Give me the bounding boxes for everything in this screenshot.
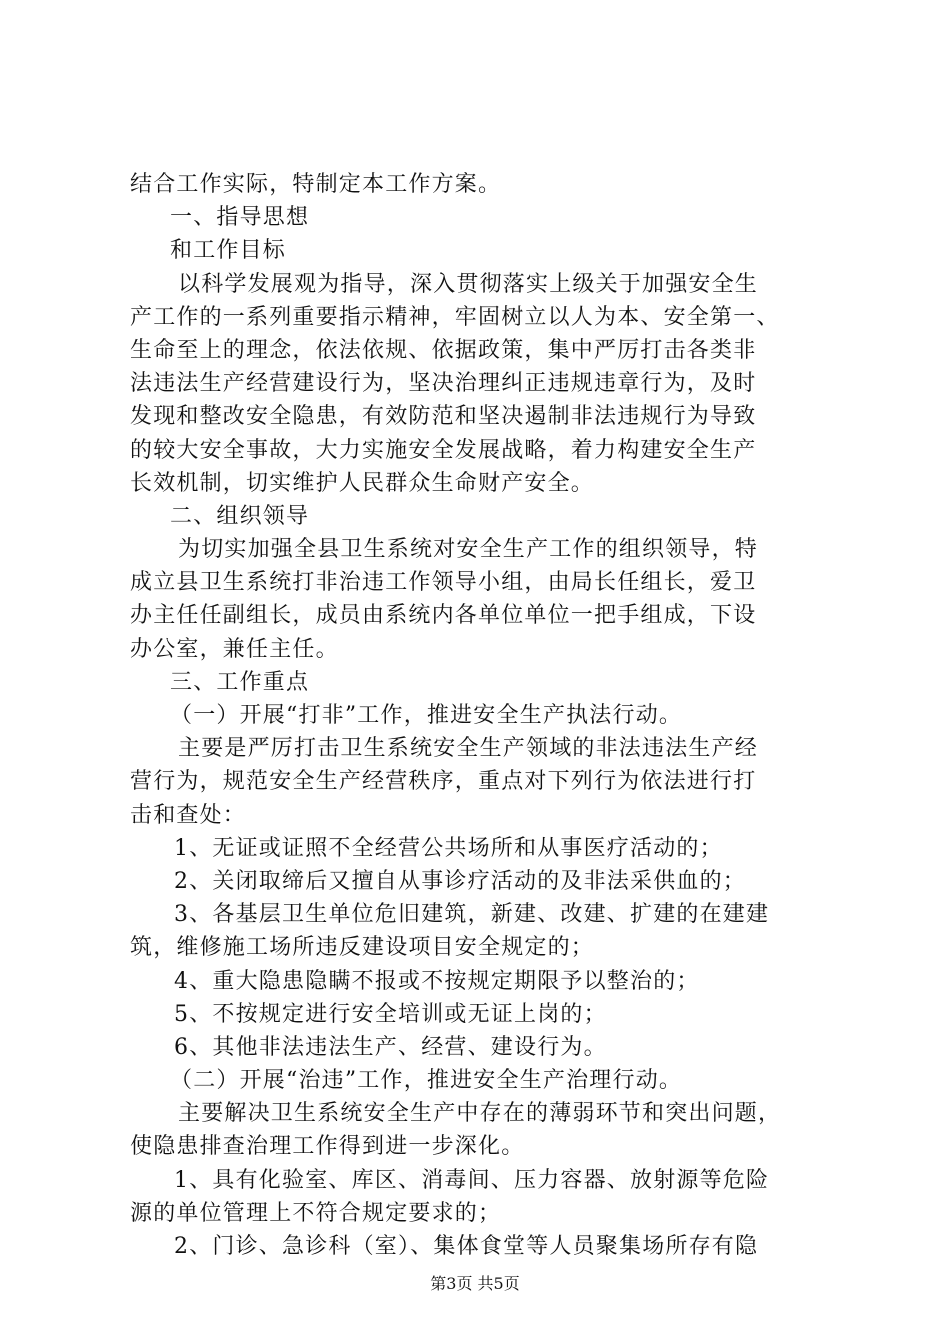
paragraph-line: 成立县卫生系统打非治违工作领导小组，由局长任组长，爱卫 xyxy=(130,570,757,596)
paragraph-line: 发现和整改安全隐患，有效防范和坚决遏制非法违规行为导致 xyxy=(130,404,757,430)
section-heading: 一、指导思想 xyxy=(170,205,310,231)
list-item: 5、不按规定进行安全培训或无证上岗的； xyxy=(174,1001,607,1027)
paragraph-line: 以科学发展观为指导，深入贯彻落实上级关于加强安全生 xyxy=(178,271,759,297)
paragraph-line: 结合工作实际，特制定本工作方案。 xyxy=(130,172,502,197)
subsection-heading: （一）开展“打非”工作，推进安全生产执法行动。 xyxy=(170,703,683,728)
paragraph-line: 产工作的一系列重要指示精神，牢固树立以人为本、安全第一、 xyxy=(130,304,780,330)
list-item: 2、门诊、急诊科（室）、集体食堂等人员聚集场所存有隐 xyxy=(174,1234,759,1259)
paragraph-line: 为切实加强全县卫生系统对安全生产工作的组织领导，特 xyxy=(178,537,759,563)
section-heading: 二、组织领导 xyxy=(170,503,310,529)
paragraph-line: 法违法生产经营建设行为，坚决治理纠正违规违章行为，及时 xyxy=(130,371,757,397)
list-item: 3、各基层卫生单位危旧建筑，新建、改建、扩建的在建建 xyxy=(174,902,770,928)
paragraph-line: 使隐患排查治理工作得到进一步深化。 xyxy=(130,1134,525,1160)
paragraph-line: 长效机制，切实维护人民群众生命财产安全。 xyxy=(130,470,595,496)
list-item: 6、其他非法违法生产、经营、建设行为。 xyxy=(174,1034,607,1060)
paragraph-line: 的较大安全事故，大力实施安全发展战略，着力构建安全生产 xyxy=(130,437,757,463)
list-item: 2、关闭取缔后又擅自从事诊疗活动的及非法采供血的； xyxy=(174,868,746,894)
paragraph-line: 办公室，兼任主任。 xyxy=(130,636,339,662)
section-heading: 和工作目标 xyxy=(170,238,287,264)
list-item: 1、具有化验室、库区、消毒间、压力容器、放射源等危险 xyxy=(174,1167,770,1193)
paragraph-line: 办主任任副组长，成员由系统内各单位单位一把手组成，下设 xyxy=(130,603,757,629)
section-heading: 三、工作重点 xyxy=(170,669,310,695)
document-body xyxy=(130,168,850,1263)
paragraph-line: 源的单位管理上不符合规定要求的； xyxy=(130,1200,502,1226)
list-item: 1、无证或证照不全经营公共场所和从事医疗活动的； xyxy=(174,835,723,861)
paragraph-line: 主要是严厉打击卫生系统安全生产领域的非法违法生产经 xyxy=(178,736,759,762)
paragraph-line: 击和查处： xyxy=(130,802,247,828)
page-number-footer: 第3页 共5页 xyxy=(430,1274,520,1293)
paragraph-line: 主要解决卫生系统安全生产中存在的薄弱环节和突出问题， xyxy=(178,1101,782,1127)
paragraph-line: 营行为，规范安全生产经营秩序，重点对下列行为依法进行打 xyxy=(130,769,757,795)
list-item: 4、重大隐患隐瞒不报或不按规定期限予以整治的； xyxy=(174,968,700,994)
paragraph-line: 生命至上的理念，依法依规、依据政策，集中严厉打击各类非 xyxy=(130,337,757,363)
paragraph-line: 筑，维修施工场所违反建设项目安全规定的； xyxy=(130,935,595,961)
subsection-heading: （二）开展“治违”工作，推进安全生产治理行动。 xyxy=(170,1068,683,1094)
